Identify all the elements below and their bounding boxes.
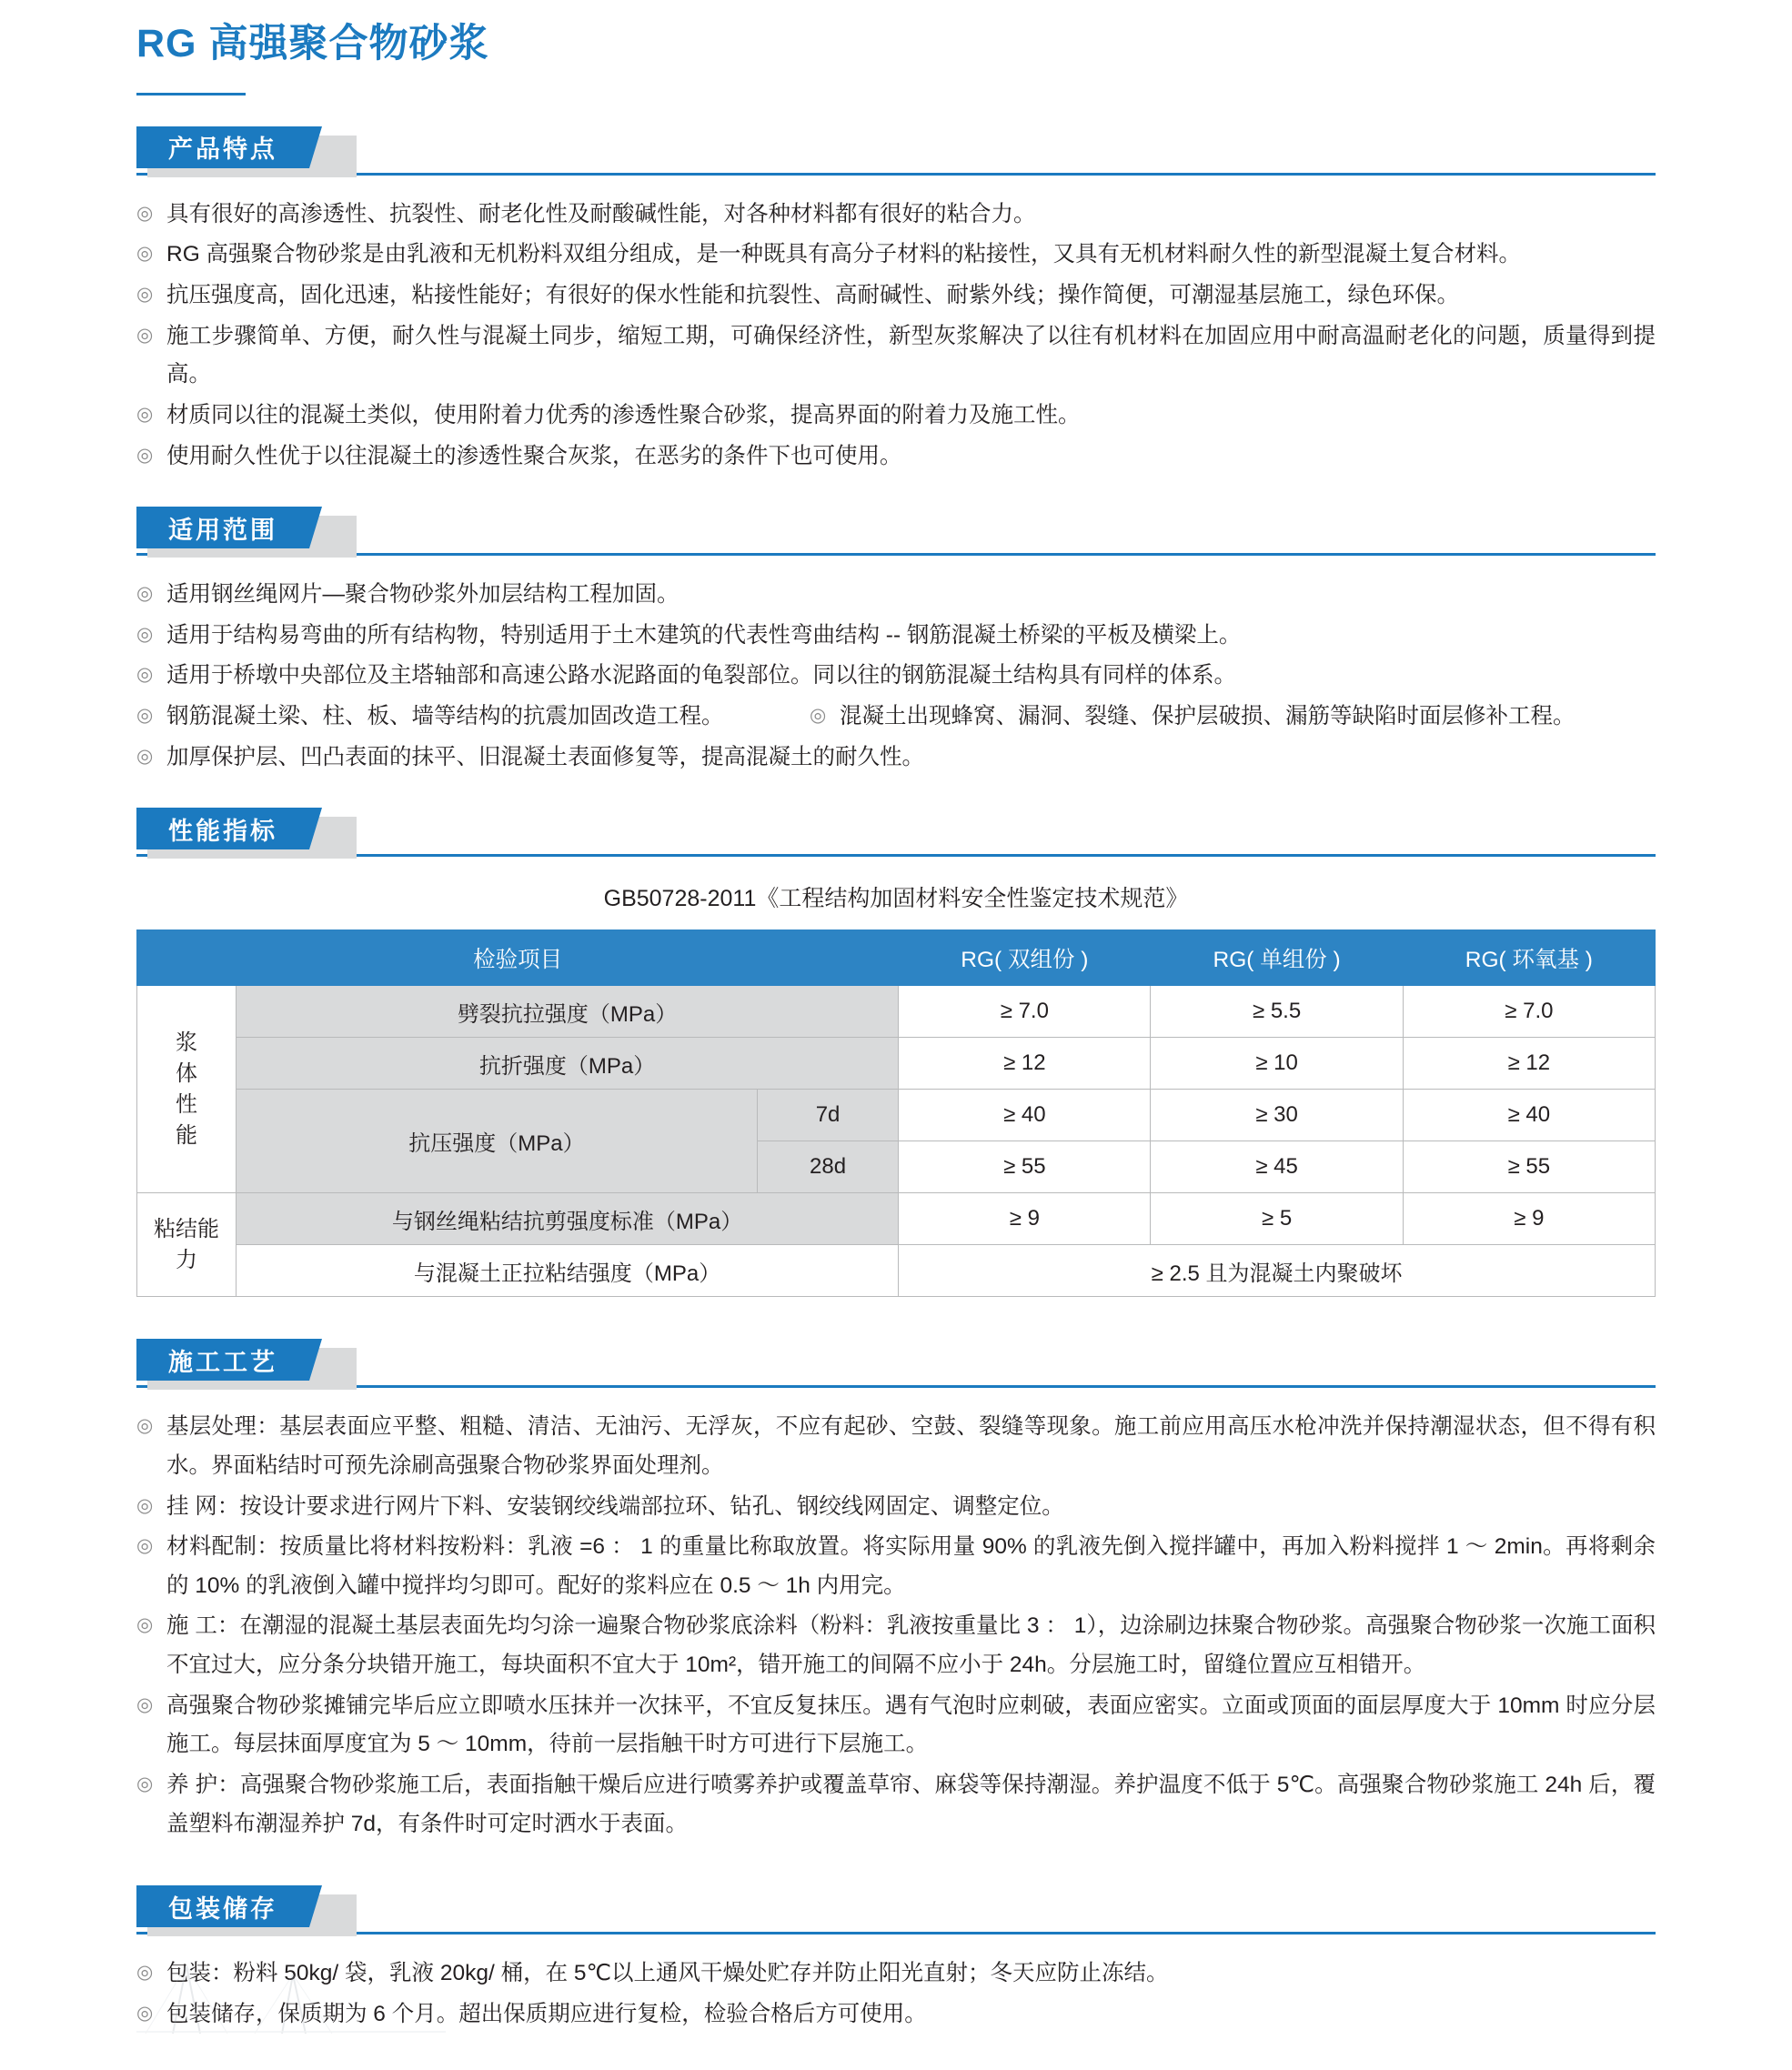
list-item-text: 材质同以往的混凝土类似，使用附着力优秀的渗透性聚合砂浆，提高界面的附着力及施工性。 <box>166 402 1081 427</box>
list-item <box>136 196 1656 235</box>
cell-value-merged: ≥ 2.5 且为混凝土内聚破坏 <box>899 1245 1656 1297</box>
list-item-text: 基层处理：基层表面应平整、粗糙、清洁、无油污、无浮灰，不应有起砂、空鼓、裂缝等现象。施工前应用高压水枪冲洗并保持潮湿状态，但不得有积水。界面粘结时可预先涂刷高强聚合物砂浆界面处理剂。 <box>166 1414 1656 1478</box>
list-item-text: 施工步骤简单、方便，耐久性与混凝土同步，缩短工期，可确保经济性，新型灰浆解决了以往有机材料在加固应用中耐高温耐老化的问题，质量得到提高。 <box>166 323 1656 387</box>
group-label-char: 粘结能 <box>154 1216 219 1241</box>
bullet-icon: ◎ <box>136 1773 154 1794</box>
row-group-label-bond <box>137 1193 237 1297</box>
list-item <box>136 276 1656 316</box>
list-item <box>136 1488 1656 1527</box>
cell-value: ≥ 12 <box>899 1038 1151 1090</box>
list-item-text: 适用钢丝绳网片—聚合物砂浆外加层结构工程加固。 <box>166 582 680 608</box>
process-list <box>136 1408 1656 1844</box>
bullet-icon: ◎ <box>136 623 154 645</box>
group-label-char: 浆 <box>176 1030 197 1055</box>
row-group-label-slurry <box>137 986 237 1193</box>
title-underline <box>136 93 246 95</box>
cell-value: ≥ 30 <box>1151 1090 1403 1141</box>
bullet-icon: ◎ <box>136 2002 154 2024</box>
bullet-icon: ◎ <box>136 444 154 466</box>
list-item-text: 适用于结构易弯曲的所有结构物，特别适用于土木建筑的代表性弯曲结构 -- 钢筋混凝土桥梁的平板及横梁上。 <box>166 622 1242 648</box>
section-header <box>136 808 1656 849</box>
list-item-text: 施 工：在潮湿的混凝土基层表面先均匀涂一遍聚合物砂浆底涂料（粉料：乳液按重量比 3 ： 1），边涂刷边抹聚合物砂浆。高强聚合物砂浆一次施工面积不宜过大，应分条分块错开施工，每块面积不宜大于 10m²，错开施工的间隔不应小于 24h。分层施工时，留缝位置应互相错开。 <box>166 1613 1656 1677</box>
list-item <box>136 437 1656 477</box>
section-header-label: 施工工艺 <box>136 1339 309 1381</box>
table-header-row <box>137 930 1656 986</box>
list-item <box>136 236 1656 275</box>
list-item-text: 包装：粉料 50kg/ 袋，乳液 20kg/ 桶，在 5℃以上通风干燥处贮存并防止阳光直射；冬天应防止冻结。 <box>166 1961 1169 1986</box>
column-header-rg-single: RG( 单组份 ) <box>1151 930 1403 986</box>
list-item-split <box>136 698 1656 737</box>
list-item <box>136 1766 1656 1844</box>
cell-item-name: 与钢丝绳粘结抗剪强度标准（MPa） <box>237 1193 899 1245</box>
table-caption: GB50728-2011《工程结构加固材料安全性鉴定技术规范》 <box>603 886 1189 912</box>
page-title: RG 高强聚合物砂浆 <box>136 22 489 65</box>
group-label-char: 力 <box>176 1247 197 1272</box>
section-header-rule <box>136 854 1656 857</box>
list-item <box>136 576 1656 615</box>
cell-value: ≥ 45 <box>1151 1141 1403 1193</box>
section-header-rule <box>136 553 1656 556</box>
bullet-icon: ◎ <box>136 284 154 305</box>
section-header-label: 性能指标 <box>136 808 309 849</box>
cell-item-name: 抗折强度（MPa） <box>237 1038 899 1090</box>
cell-value: ≥ 40 <box>1403 1090 1655 1141</box>
title-block <box>0 0 1792 95</box>
list-item-text: 包装储存，保质期为 6 个月。超出保质期应进行复检，检验合格后方可使用。 <box>166 2001 927 2026</box>
bullet-icon: ◎ <box>136 243 154 265</box>
bullet-icon: ◎ <box>136 202 154 224</box>
list-item <box>136 739 1656 778</box>
bullet-icon: ◎ <box>136 1962 154 1984</box>
cell-value: ≥ 5.5 <box>1151 986 1403 1038</box>
column-header-rg-epoxy: RG( 环氧基 ) <box>1403 930 1655 986</box>
cell-value: ≥ 40 <box>899 1090 1151 1141</box>
section-scope <box>0 507 1792 777</box>
features-list <box>136 196 1656 476</box>
cell-item-name: 劈裂抗拉强度（MPa） <box>237 986 899 1038</box>
table-row <box>137 1193 1656 1245</box>
list-item-text: 抗压强度高，固化迅速，粘接性能好；有很好的保水性能和抗裂性、高耐碱性、耐紫外线；操作简便，可潮湿基层施工，绿色环保。 <box>166 283 1459 307</box>
list-item <box>136 1954 1656 1994</box>
bullet-icon: ◎ <box>136 705 154 726</box>
bullet-icon: ◎ <box>136 664 154 686</box>
section-header-label: 适用范围 <box>136 507 309 548</box>
bullet-icon: ◎ <box>136 1494 154 1516</box>
bullet-icon: ◎ <box>810 705 827 726</box>
section-header <box>136 507 1656 548</box>
section-header-rule <box>136 173 1656 176</box>
cell-sub-label: 28d <box>757 1141 898 1193</box>
cell-item-name: 与混凝土正拉粘结强度（MPa） <box>237 1245 899 1297</box>
bullet-icon: ◎ <box>136 324 154 346</box>
bullet-icon: ◎ <box>136 1614 154 1636</box>
column-header-item: 检验项目 <box>137 930 899 986</box>
list-item-text: 加厚保护层、凹凸表面的抹平、旧混凝土表面修复等，提高混凝土的耐久性。 <box>166 744 924 769</box>
section-header-rule <box>136 1385 1656 1388</box>
group-label-char: 性 <box>176 1091 197 1117</box>
cell-value: ≥ 12 <box>1403 1038 1655 1090</box>
section-performance <box>0 808 1792 1297</box>
list-item-text: 混凝土出现蜂窝、漏洞、裂缝、保护层破损、漏筋等缺陷时面层修补工程。 <box>840 704 1576 729</box>
list-item <box>136 1408 1656 1485</box>
bullet-icon: ◎ <box>136 583 154 605</box>
table-row <box>137 1245 1656 1297</box>
section-header <box>136 126 1656 168</box>
section-header-label: 产品特点 <box>136 126 309 168</box>
cell-value: ≥ 9 <box>1403 1193 1655 1245</box>
list-item-text: 材料配制：按质量比将材料按粉料：乳液 =6 ： 1 的重量比称取放置。将实际用量 90% 的乳液先倒入搅拌罐中，再加入粉料搅拌 1 ～ 2min。再将剩余的 10% 的乳液倒入罐中搅拌均匀即可。配好的浆料应在 0.5 ～ 1h 内用完。 <box>166 1534 1656 1598</box>
section-process <box>0 1339 1792 1844</box>
list-item-text: RG 高强聚合物砂浆是由乳液和无机粉料双组分组成，是一种既具有高分子材料的粘接性，又具有无机材料耐久性的新型混凝土复合材料。 <box>166 242 1522 267</box>
cell-value: ≥ 9 <box>899 1193 1151 1245</box>
column-header-rg-double: RG( 双组份 ) <box>899 930 1151 986</box>
list-item <box>136 1607 1656 1684</box>
list-item-text: 使用耐久性优于以往混凝土的渗透性聚合灰浆，在恶劣的条件下也可使用。 <box>166 443 902 468</box>
cell-value: ≥ 10 <box>1151 1038 1403 1090</box>
cell-value: ≥ 7.0 <box>1403 986 1655 1038</box>
list-item-text: 具有很好的高渗透性、抗裂性、耐老化性及耐酸碱性能，对各种材料都有很好的粘合力。 <box>166 201 1036 226</box>
list-item <box>136 397 1656 436</box>
group-label-char: 体 <box>176 1060 197 1086</box>
list-item <box>136 1995 1656 2035</box>
bullet-icon: ◎ <box>136 403 154 425</box>
section-features <box>0 126 1792 476</box>
table-row <box>137 1090 1656 1141</box>
list-item-text: 钢筋混凝土梁、柱、板、墙等结构的抗震加固改造工程。 <box>166 704 724 729</box>
list-item <box>810 698 1656 737</box>
cell-value: ≥ 55 <box>899 1141 1151 1193</box>
bullet-icon: ◎ <box>136 1693 154 1715</box>
list-item-text: 适用于桥墩中央部位及主塔轴部和高速公路水泥路面的龟裂部位。同以往的钢筋混凝土结构具有同样的体系。 <box>166 663 1236 688</box>
list-item <box>136 1528 1656 1605</box>
bullet-icon: ◎ <box>136 1415 154 1437</box>
performance-table <box>136 929 1656 1297</box>
cell-value: ≥ 5 <box>1151 1193 1403 1245</box>
list-item-text: 高强聚合物砂浆摊铺完毕后应立即喷水压抹并一次抹平，不宜反复抹压。遇有气泡时应刺破，表面应密实。立面或顶面的面层厚度大于 10mm 时应分层施工。每层抹面厚度宜为 5 ～ 10mm，待前一层指触干时方可进行下层施工。 <box>166 1693 1656 1757</box>
cell-sub-label: 7d <box>757 1090 898 1141</box>
scope-list <box>136 576 1656 777</box>
table-row <box>137 1038 1656 1090</box>
section-header <box>136 1339 1656 1381</box>
bullet-icon: ◎ <box>136 745 154 767</box>
group-label-char: 能 <box>176 1122 197 1148</box>
table-row <box>137 986 1656 1038</box>
cell-value: ≥ 7.0 <box>899 986 1151 1038</box>
section-header-label: 包装储存 <box>136 1885 309 1927</box>
list-item <box>136 1687 1656 1764</box>
bullet-icon: ◎ <box>136 1535 154 1557</box>
section-header-rule <box>136 1932 1656 1934</box>
list-item <box>136 698 810 737</box>
cell-item-name: 抗压强度（MPa） <box>237 1090 758 1193</box>
section-header <box>136 1885 1656 1927</box>
list-item <box>136 317 1656 395</box>
section-packaging <box>0 1885 1792 2034</box>
list-item <box>136 617 1656 656</box>
packaging-list <box>136 1954 1656 2034</box>
cell-value: ≥ 55 <box>1403 1141 1655 1193</box>
list-item <box>136 657 1656 696</box>
list-item-text: 养 护：高强聚合物砂浆施工后，表面指触干燥后应进行喷雾养护或覆盖草帘、麻袋等保持潮湿。养护温度不低于 5℃。高强聚合物砂浆施工 24h 后，覆盖塑料布潮湿养护 7d，有条件时可定时洒水于表面。 <box>166 1772 1656 1836</box>
list-item-text: 挂 网：按设计要求进行网片下料、安装钢绞线端部拉环、钻孔、钢绞线网固定、调整定位。 <box>166 1493 1064 1519</box>
